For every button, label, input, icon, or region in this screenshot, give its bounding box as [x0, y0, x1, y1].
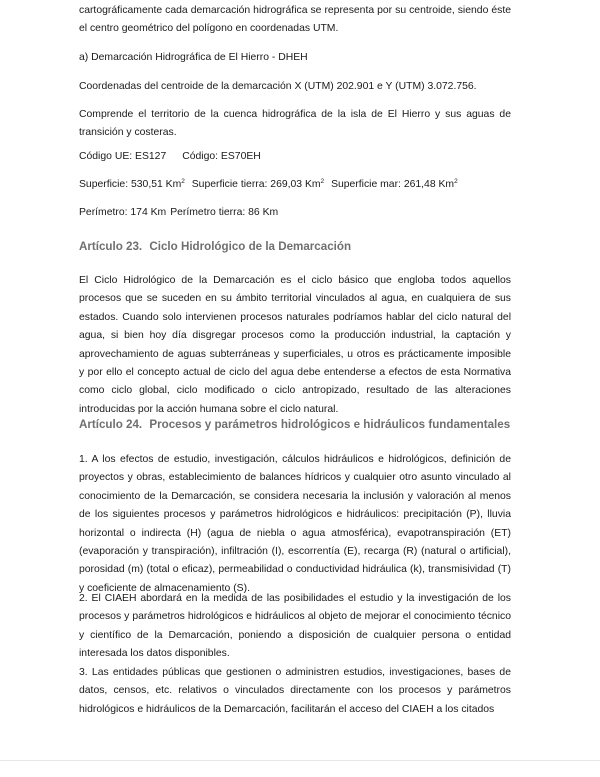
surfaces-line [79, 176, 511, 194]
article-24-number: Artículo 24. [79, 418, 143, 431]
perimeter-total: Perímetro: 174 Km [79, 207, 167, 218]
article-23-number: Artículo 23. [79, 240, 143, 253]
article-24-paragraph-3: 3. Las entidades públicas que gestionen o administren estudios, investigaciones, bases de datos, censos, etc. relativos o vinculados directamente con los procesos y parámetros hidrológicos e hidráulicos de la Demarcación, facilitarán el acceso del CIAEH a los citados [79, 667, 511, 715]
codes-line [79, 148, 511, 166]
article-24-title: Procesos y parámetros hidrológicos e hidráulicos fundamentales [149, 418, 511, 431]
surface-total-exp: 2 [181, 178, 185, 185]
article-24-paragraph-2: 2. El CIAEH abordará en la medida de las posibilidades el estudio y la investigación de los procesos y parámetros hidrológicos e hidráulicos al objeto de mejorar el conocimiento técnico y científico de la Demarcación, poniendo a disposición de cualquier persona o entidad interesada los datos disponibles. [79, 593, 511, 660]
article-23-body: El Ciclo Hidrológico de la Demarcación es el ciclo básico que engloba todos aquellos procesos que se suceden en su ámbito territorial vinculados al agua, en cualquiera de sus estados. Cuando solo intervienen procesos naturales podríamos hablar del ciclo natural del agua, si bien hoy día disgregar procesos como la producción industrial, la captación y aprovechamiento de aguas subterráneas y superficiales, u otros es prácticamente imposible y por ello el concepto actual de ciclo del agua debe entenderse a efectos de esta Normativa como ciclo global, ciclo modificado o ciclo antropizado, resultado de las alteraciones introducidas por la acción humana sobre el ciclo natural. [79, 275, 511, 415]
subsection-heading: a) Demarcación Hidrográfica de El Hierro - DHEH [79, 52, 308, 63]
code-local: Código: ES70EH [182, 151, 261, 162]
article-24-heading [79, 417, 519, 433]
code-ue: Código UE: ES127 [79, 151, 167, 162]
article-23-heading [79, 239, 519, 255]
surface-sea: Superficie mar: 261,48 Km [331, 179, 455, 190]
surface-total: Superficie: 530,51 Km [79, 179, 182, 190]
page-footer-divider [0, 760, 600, 761]
intro-paragraph: cartográficamente cada demarcación hidrográfica se representa por su centroide, siendo éste el centro geométrico del polígono en coordenadas UTM. [79, 5, 511, 35]
article-23-title: Ciclo Hidrológico de la Demarcación [149, 240, 352, 253]
article-24-paragraph-1: 1. A los efectos de estudio, investigación, cálculos hidráulicos e hidrológicos, definición de proyectos y obras, establecimiento de balances hídricos y cualquier otro asunto vinculado al conocimiento de la Demarcación, se considera necesaria la inclusión y valoración al menos de los siguientes procesos y parámetros hidrológicos e hidráulicos: precipitación (P), lluvia horizontal o indirecta (H) (agua de niebla o agua atmosférica), evapotranspiración (ET) (evaporación y transpiración), infiltración (I), escorrentía (E), recarga (R) (natural o artificial), porosidad (m) (total o eficaz), permeabilidad o conductividad hidráulica (k), transmisividad (T) y coeficiente de almacenamiento (S). [79, 454, 511, 594]
centroid-coordinates: Coordenadas del centroide de la demarcación X (UTM) 202.901 e Y (UTM) 3.072.756. [79, 81, 477, 92]
surface-sea-exp: 2 [454, 178, 458, 185]
territory-paragraph: Comprende el territorio de la cuenca hidrográfica de la isla de El Hierro y sus aguas de transición y costeras. [79, 109, 511, 139]
surface-land: Superficie tierra: 269,03 Km [191, 179, 321, 190]
surface-land-exp: 2 [320, 178, 325, 185]
perimeters-line [79, 204, 511, 222]
perimeter-land: Perímetro tierra: 86 Km [170, 207, 279, 218]
